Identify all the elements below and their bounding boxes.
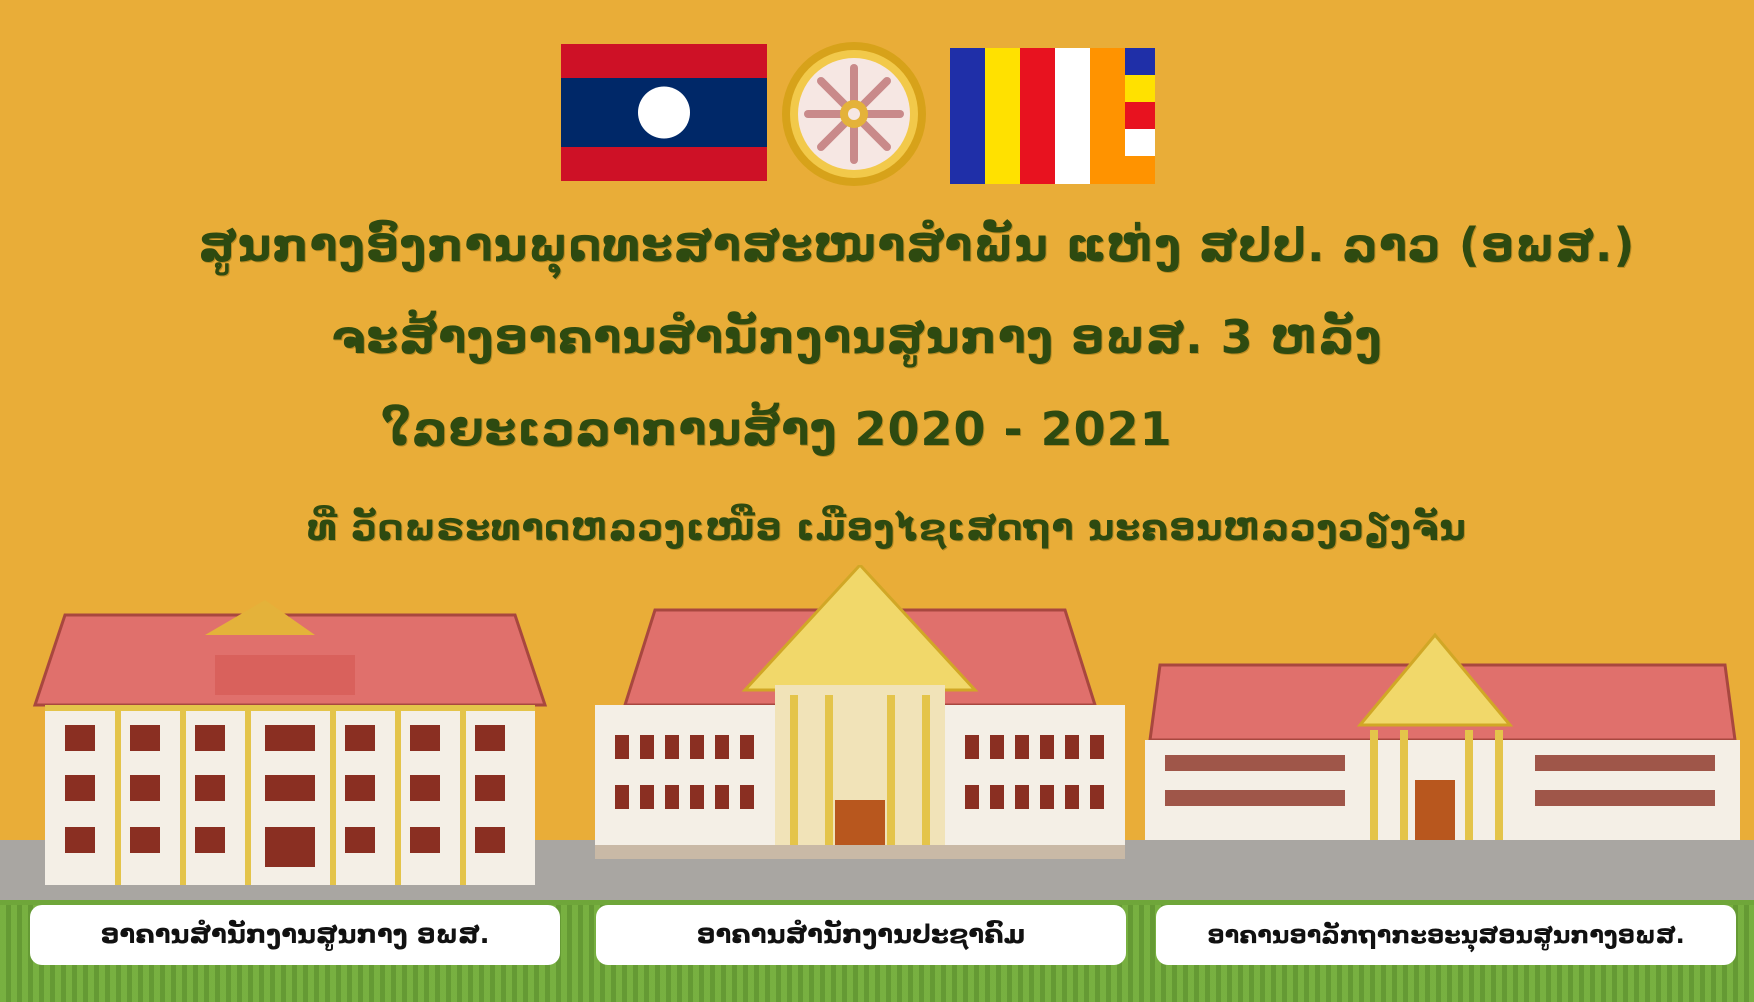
building-office-illustration (25, 595, 555, 895)
caption-office-building: ອາຄານສຳນັກງານສູນກາງ ອພສ. (30, 905, 560, 965)
buddhist-flag-icon (950, 48, 1155, 184)
headline-line-1: ສູນກາງອົງການພຸດທະສາສະໜາສຳພັນ ແຫ່ງ ສປປ. ລາວ (ອພສ.) (198, 218, 1636, 272)
headline-line-4: ທີ່ ວັດພຣະທາດຫລວງເໜືອ ເມືອງໄຊເສດຖາ ນະຄອນຫລວງວຽງຈັນ (307, 508, 1467, 549)
emblem-row (0, 40, 1754, 190)
dharma-wheel-icon (780, 40, 928, 188)
caption-assembly-building: ອາຄານສຳນັກງານປະຊາຄົມ (596, 905, 1126, 965)
building-assembly-hall-illustration (595, 565, 1125, 865)
headline-line-2: ຈະສ້າງອາຄານສຳນັກງານສູນກາງ ອພສ. 3 ຫລັງ (331, 310, 1383, 364)
headline-line-3: ໃລຍະເວລາການສ້າງ 2020 - 2021 (381, 402, 1173, 456)
lao-flag-icon (561, 44, 767, 181)
building-memorial-illustration (1145, 630, 1740, 850)
caption-memorial-building: ອາຄານອາລັກຖາກະອະນຸສອນສູນກາງອພສ. (1156, 905, 1736, 965)
